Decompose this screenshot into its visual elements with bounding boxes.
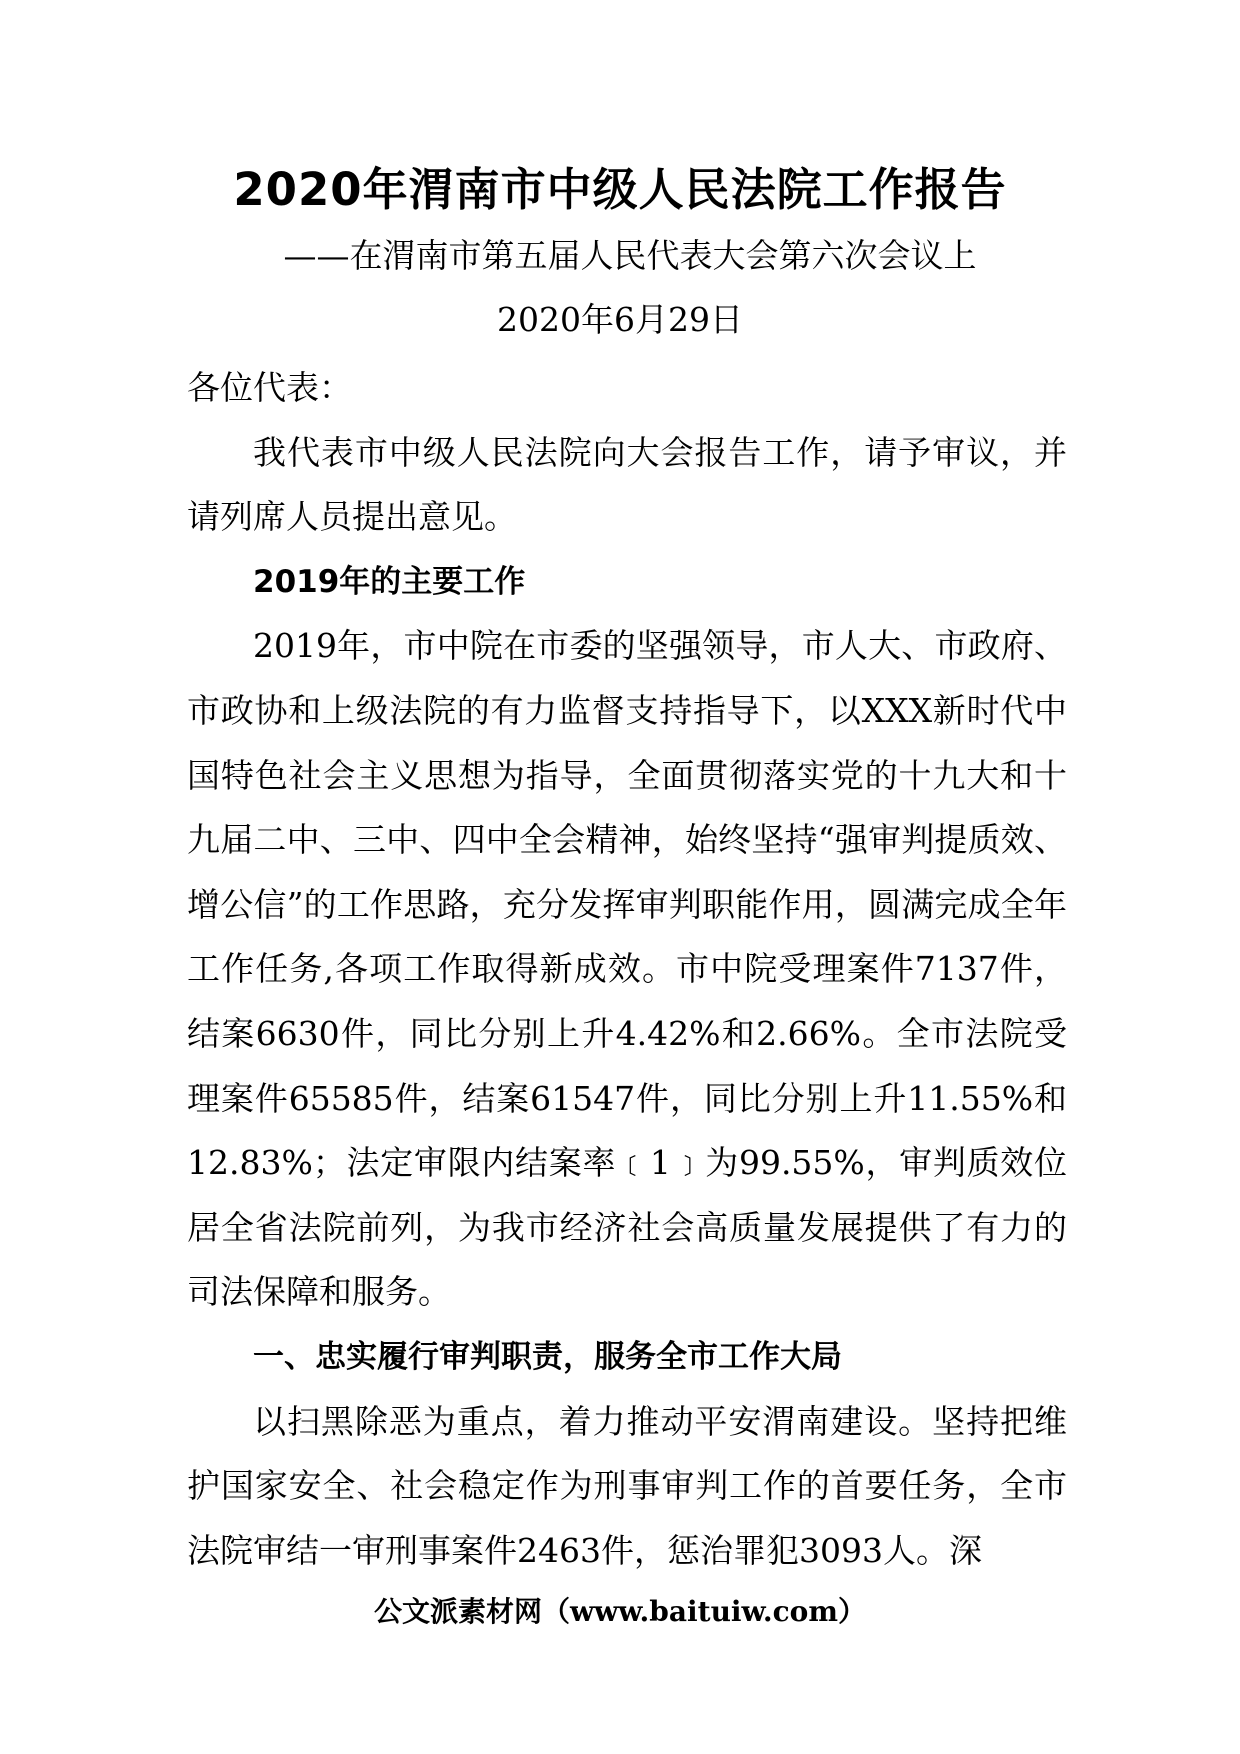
document-title: 2020年渭南市中级人民法院工作报告 bbox=[233, 163, 1007, 216]
section-heading-main-work: 2019年的主要工作 bbox=[253, 563, 526, 600]
salutation: 各位代表： bbox=[187, 368, 352, 407]
section-heading-one: 一、忠实履行审判职责，服务全市工作大局 bbox=[253, 1338, 842, 1375]
footer-watermark: 公文派素材网（www.baituiw.com） bbox=[374, 1595, 866, 1628]
paragraph-2019-summary: 2019年，市中院在市委的坚强领导，市人大、市政府、市政协和上级法院的有力监督支持指导下，以XXX新时代中国特色社会主义思想为指导，全面贯彻落实党的十九大和十九届二中、三中、四中全会精神，始终坚持“强审判提质效、增公信”的工作思路，充分发挥审判职能作用，圆满完成全年工作任务,各项工作取得新成效。市中院受理案件7137件，结案6630件，同比分别上升4.42%和2.66%。全市法院受理案件65585件，结案61547件，同比分别上升11.55%和12.83%；法定审限内结案率﹝1﹞为99.55%，审判质效位居全省法院前列，为我市经济社会高质量发展提供了有力的司法保障和服务。 bbox=[187, 626, 1067, 1312]
document-date: 2020年6月29日 bbox=[497, 300, 743, 339]
paragraph-criminal-trials: 以扫黑除恶为重点，着力推动平安渭南建设。坚持把维护国家安全、社会稳定作为刑事审判工作的首要任务，全市法院审结一审刑事案件2463件，惩治罪犯3093人。深 bbox=[187, 1401, 1067, 1570]
paragraph-intro: 我代表市中级人民法院向大会报告工作，请予审议，并请列席人员提出意见。 bbox=[187, 432, 1067, 537]
document-body bbox=[187, 356, 1067, 1583]
document-subtitle: ——在渭南市第五届人民代表大会第六次会议上 bbox=[283, 236, 977, 275]
